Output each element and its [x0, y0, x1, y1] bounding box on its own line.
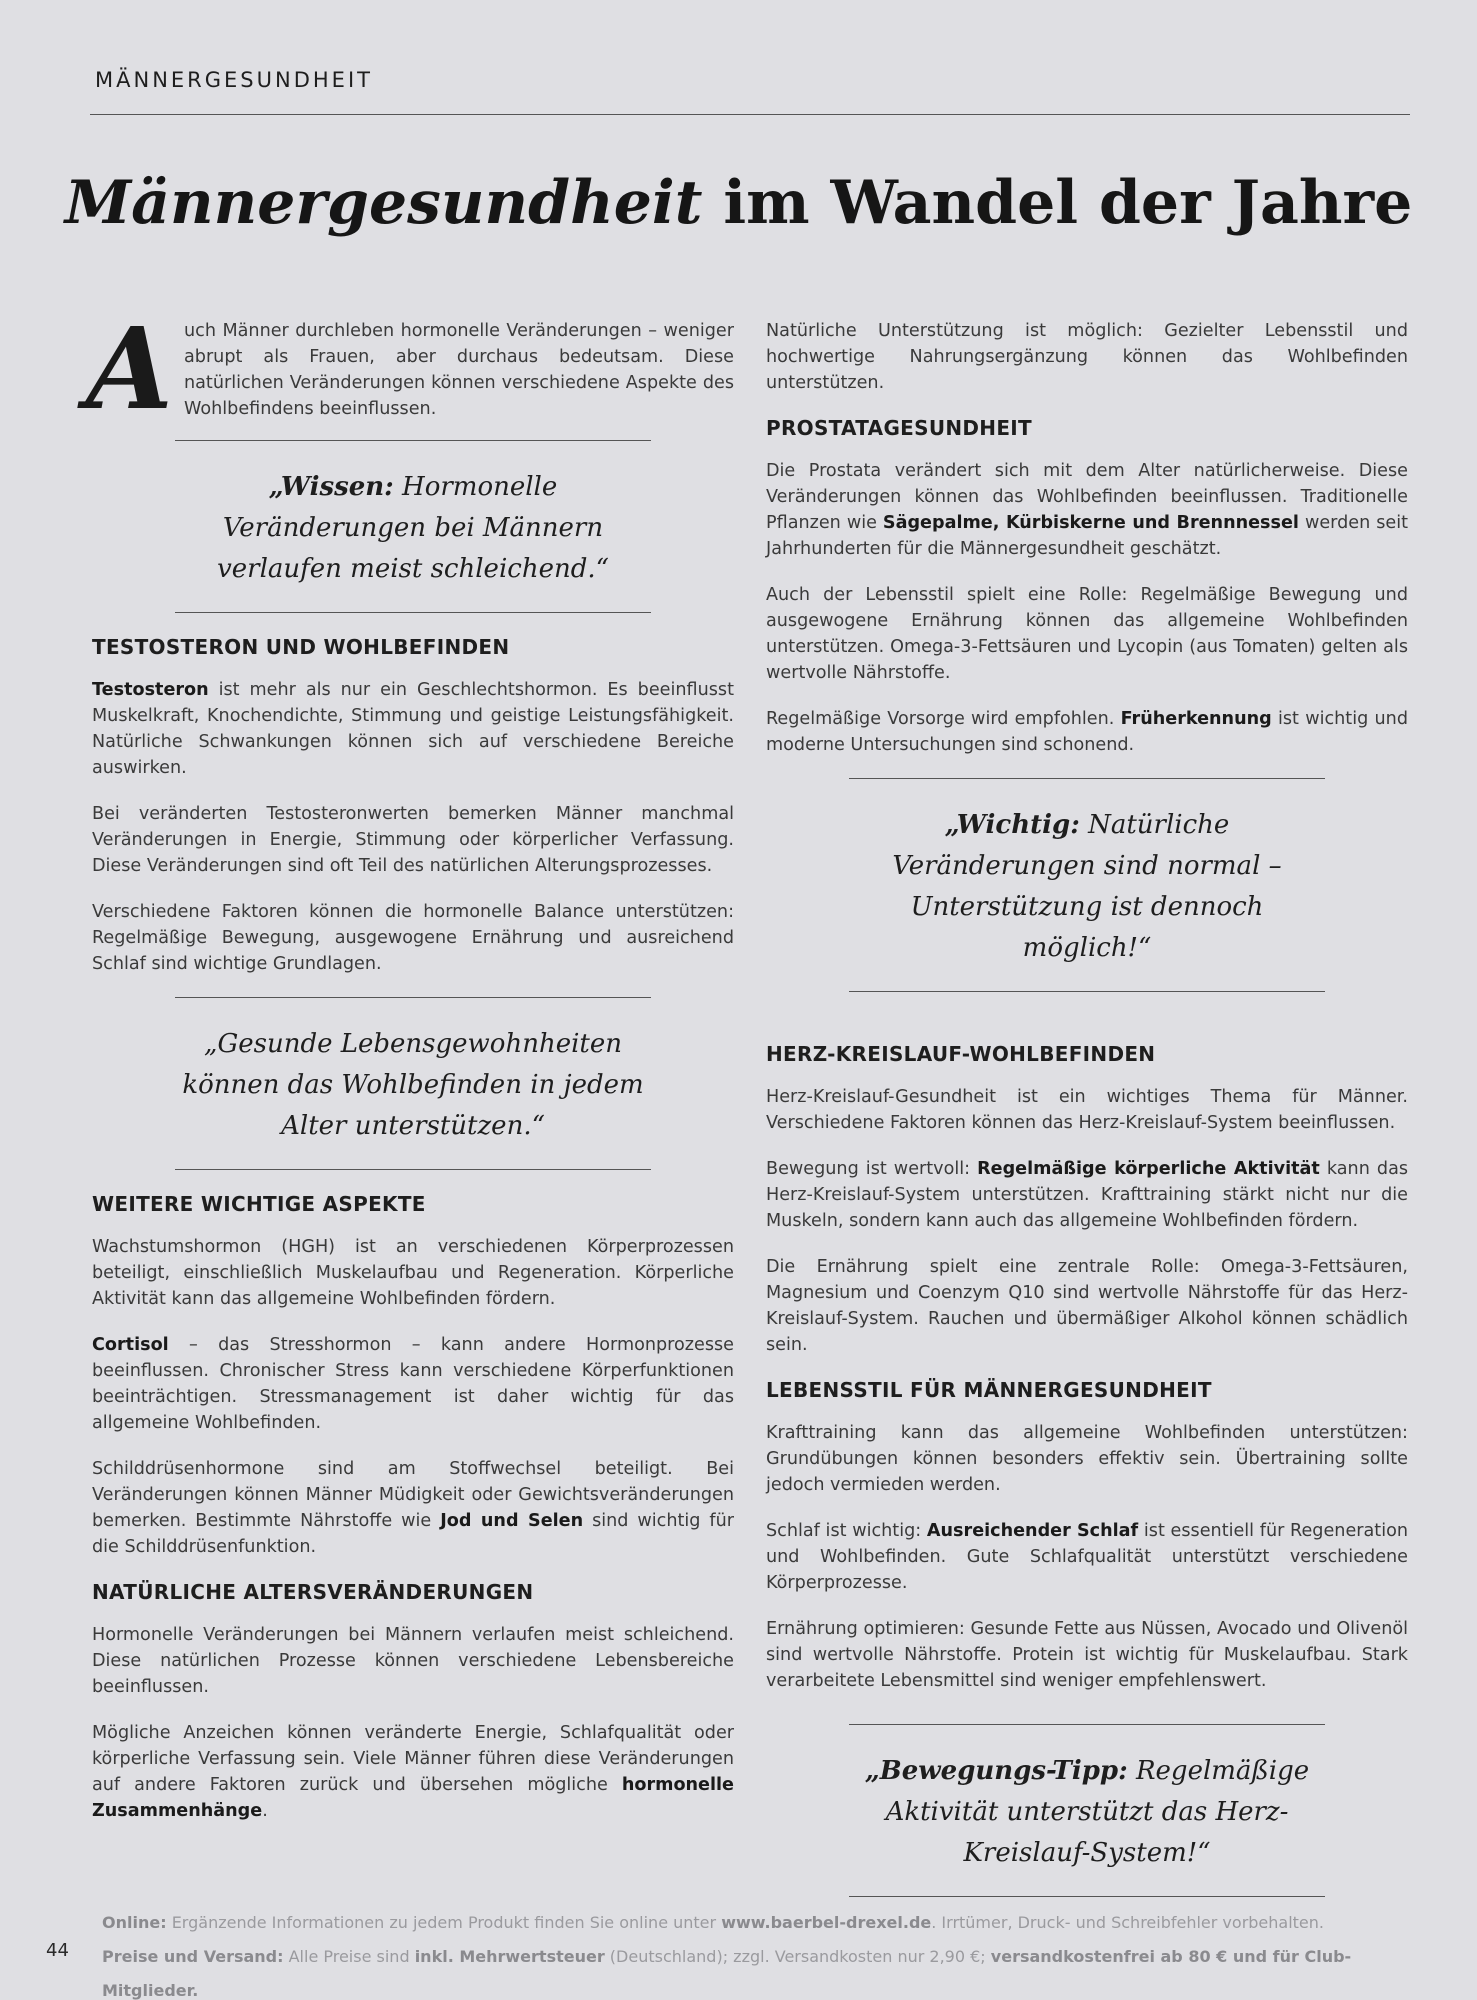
paragraph: Krafttraining kann das allgemeine Wohlbefinden unterstützen: Grundübungen können besonders effektiv sein. Übertraining sollte jedoch vermieden werden.	[766, 1423, 1408, 1495]
heading-herz: HERZ-KREISLAUF-WOHLBEFINDEN	[766, 1042, 1156, 1066]
paragraph: Bei veränderten Testosteronwerten bemerken Männer manchmal Veränderungen in Energie, Stimmung oder körperlicher Verfassung. Diese Veränderungen sind oft Teil des natürlichen Alterungsprozesses.	[92, 804, 734, 876]
paragraph: Die Ernährung spielt eine zentrale Rolle: Omega-3-Fettsäuren, Magnesium und Coenzym Q10 sind wertvolle Nährstoffe für das Herz-Kreislauf-System. Rauchen und übermäßiger Alkohol können schädlich sein.	[766, 1257, 1408, 1355]
paragraph: Mögliche Anzeichen können veränderte Energie, Schlafqualität oder körperliche Verfassung sein. Viele Männer führen diese Veränderungen auf andere Faktoren zurück und übersehen mögliche hormonelle Zusammenhänge.	[92, 1723, 734, 1821]
footer-preise: Preise und Versand: Alle Preise sind inkl. Mehrwertsteuer (Deutschland); zzgl. Versandkosten nur 2,90 €; versandkostenfrei ab 80 € und für Club-Mitglieder.	[102, 1947, 1352, 2000]
page-number: 44	[46, 1940, 69, 1961]
paragraph: Ernährung optimieren: Gesunde Fette aus Nüssen, Avocado und Olivenöl sind wertvolle Nährstoffe. Protein ist wichtig für Muskelaufbau. Stark verarbeitete Lebensmittel sind weniger empfehlenswert.	[766, 1619, 1408, 1691]
footer-online: Online: Ergänzende Informationen zu jedem Produkt finden Sie online unter www.baerbel-drexel.de. Irrtümer, Druck- und Schreibfehler vorbehalten.	[102, 1913, 1324, 1932]
paragraph: Testosteron ist mehr als nur ein Geschlechtshormon. Es beeinflusst Muskelkraft, Knochendichte, Stimmung und geistige Leistungsfähigkeit. Natürliche Schwankungen können sich auf verschiedene Bereiche auswirken.	[92, 680, 734, 778]
paragraph: Schilddrüsenhormone sind am Stoffwechsel beteiligt. Bei Veränderungen können Männer Müdigkeit oder Gewichtsveränderungen bemerken. Bestimmte Nährstoffe wie Jod und Selen sind wichtig für die Schilddrüsenfunktion.	[92, 1459, 734, 1557]
section-label: MÄNNERGESUNDHEIT	[95, 68, 373, 92]
page-title: Männergesundheit im Wandel der Jahre	[64, 168, 1413, 238]
heading-weitere: WEITERE WICHTIGE ASPEKTE	[92, 1192, 426, 1216]
pull-quote-wichtig: „Wichtig: Natürliche Veränderungen sind normal – Unterstützung ist dennoch möglich!“	[849, 778, 1325, 992]
paragraph: Schlaf ist wichtig: Ausreichender Schlaf ist essentiell für Regeneration und Wohlbefinden. Gute Schlafqualität unterstützt verschiedene Körperprozesse.	[766, 1521, 1408, 1593]
pull-quote-lebensgewohnheiten: „Gesunde Lebensgewohnheiten können das Wohlbefinden in jedem Alter unterstützen.“	[175, 997, 651, 1170]
paragraph: Wachstumshormon (HGH) ist an verschiedenen Körperprozessen beteiligt, einschließlich Muskelaufbau und Regeneration. Körperliche Aktivität kann das allgemeine Wohlbefinden fördern.	[92, 1237, 734, 1309]
paragraph: Herz-Kreislauf-Gesundheit ist ein wichtiges Thema für Männer. Verschiedene Faktoren können das Herz-Kreislauf-System beeinflussen.	[766, 1087, 1408, 1133]
paragraph: Hormonelle Veränderungen bei Männern verlaufen meist schleichend. Diese natürlichen Prozesse können verschiedene Lebensbereiche beeinflussen.	[92, 1625, 734, 1697]
paragraph: Regelmäßige Vorsorge wird empfohlen. Früherkennung ist wichtig und moderne Untersuchungen sind schonend.	[766, 709, 1408, 755]
paragraph: Bewegung ist wertvoll: Regelmäßige körperliche Aktivität kann das Herz-Kreislauf-System unterstützen. Krafttraining stärkt nicht nur die Muskeln, sondern kann auch das allgemeine Wohlbefinden fördern.	[766, 1159, 1409, 1231]
website-link[interactable]: www.baerbel-drexel.de	[721, 1913, 932, 1932]
intro-paragraph: A uch Männer durchleben hormonelle Veränderungen – weniger abrupt als Frauen, aber durchaus bedeutsam. Diese natürlichen Veränderungen können verschiedene Aspekte des Wohlbefindens beeinflussen.	[86, 304, 734, 435]
pull-quote-bewegung: „Bewegungs-Tipp: Regelmäßige Aktivität unterstützt das Herz-Kreislauf-System!“	[849, 1724, 1325, 1897]
header-rule	[90, 114, 1410, 115]
heading-testosteron: TESTOSTERON UND WOHLBEFINDEN	[92, 635, 510, 659]
heading-prostata: PROSTATAGESUNDHEIT	[766, 416, 1032, 440]
pull-quote-wissen: „Wissen: Hormonelle Veränderungen bei Männern verlaufen meist schleichend.“	[175, 440, 651, 613]
paragraph: Auch der Lebensstil spielt eine Rolle: Regelmäßige Bewegung und ausgewogene Ernährung können das allgemeine Wohlbefinden unterstützen. Omega-3-Fettsäuren und Lycopin (aus Tomaten) gelten als wertvolle Nährstoffe.	[766, 585, 1408, 683]
paragraph: Natürliche Unterstützung ist möglich: Gezielter Lebensstil und hochwertige Nahrungsergänzung können das Wohlbefinden unterstützen.	[766, 321, 1408, 393]
paragraph: Verschiedene Faktoren können die hormonelle Balance unterstützen: Regelmäßige Bewegung, ausgewogene Ernährung und ausreichend Schlaf sind wichtige Grundlagen.	[92, 902, 734, 974]
footer	[102, 1906, 1402, 2000]
paragraph: Cortisol – das Stresshormon – kann andere Hormonprozesse beeinflussen. Chronischer Stress kann verschiedene Körperfunktionen beeinträchtigen. Stressmanagement ist daher wichtig für das allgemeine Wohlbefinden.	[92, 1335, 734, 1433]
drop-cap: A	[86, 304, 173, 435]
right-column	[766, 318, 1408, 1919]
heading-alters: NATÜRLICHE ALTERSVERÄNDERUNGEN	[92, 1580, 534, 1604]
heading-lebensstil: LEBENSSTIL FÜR MÄNNERGESUNDHEIT	[766, 1378, 1212, 1402]
paragraph: Die Prostata verändert sich mit dem Alter natürlicherweise. Diese Veränderungen können das Wohlbefinden beeinflussen. Traditionelle Pflanzen wie Sägepalme, Kürbiskerne und Brennnessel werden seit Jahrhunderten für die Männergesundheit geschätzt.	[766, 461, 1408, 559]
left-column	[86, 304, 734, 1844]
